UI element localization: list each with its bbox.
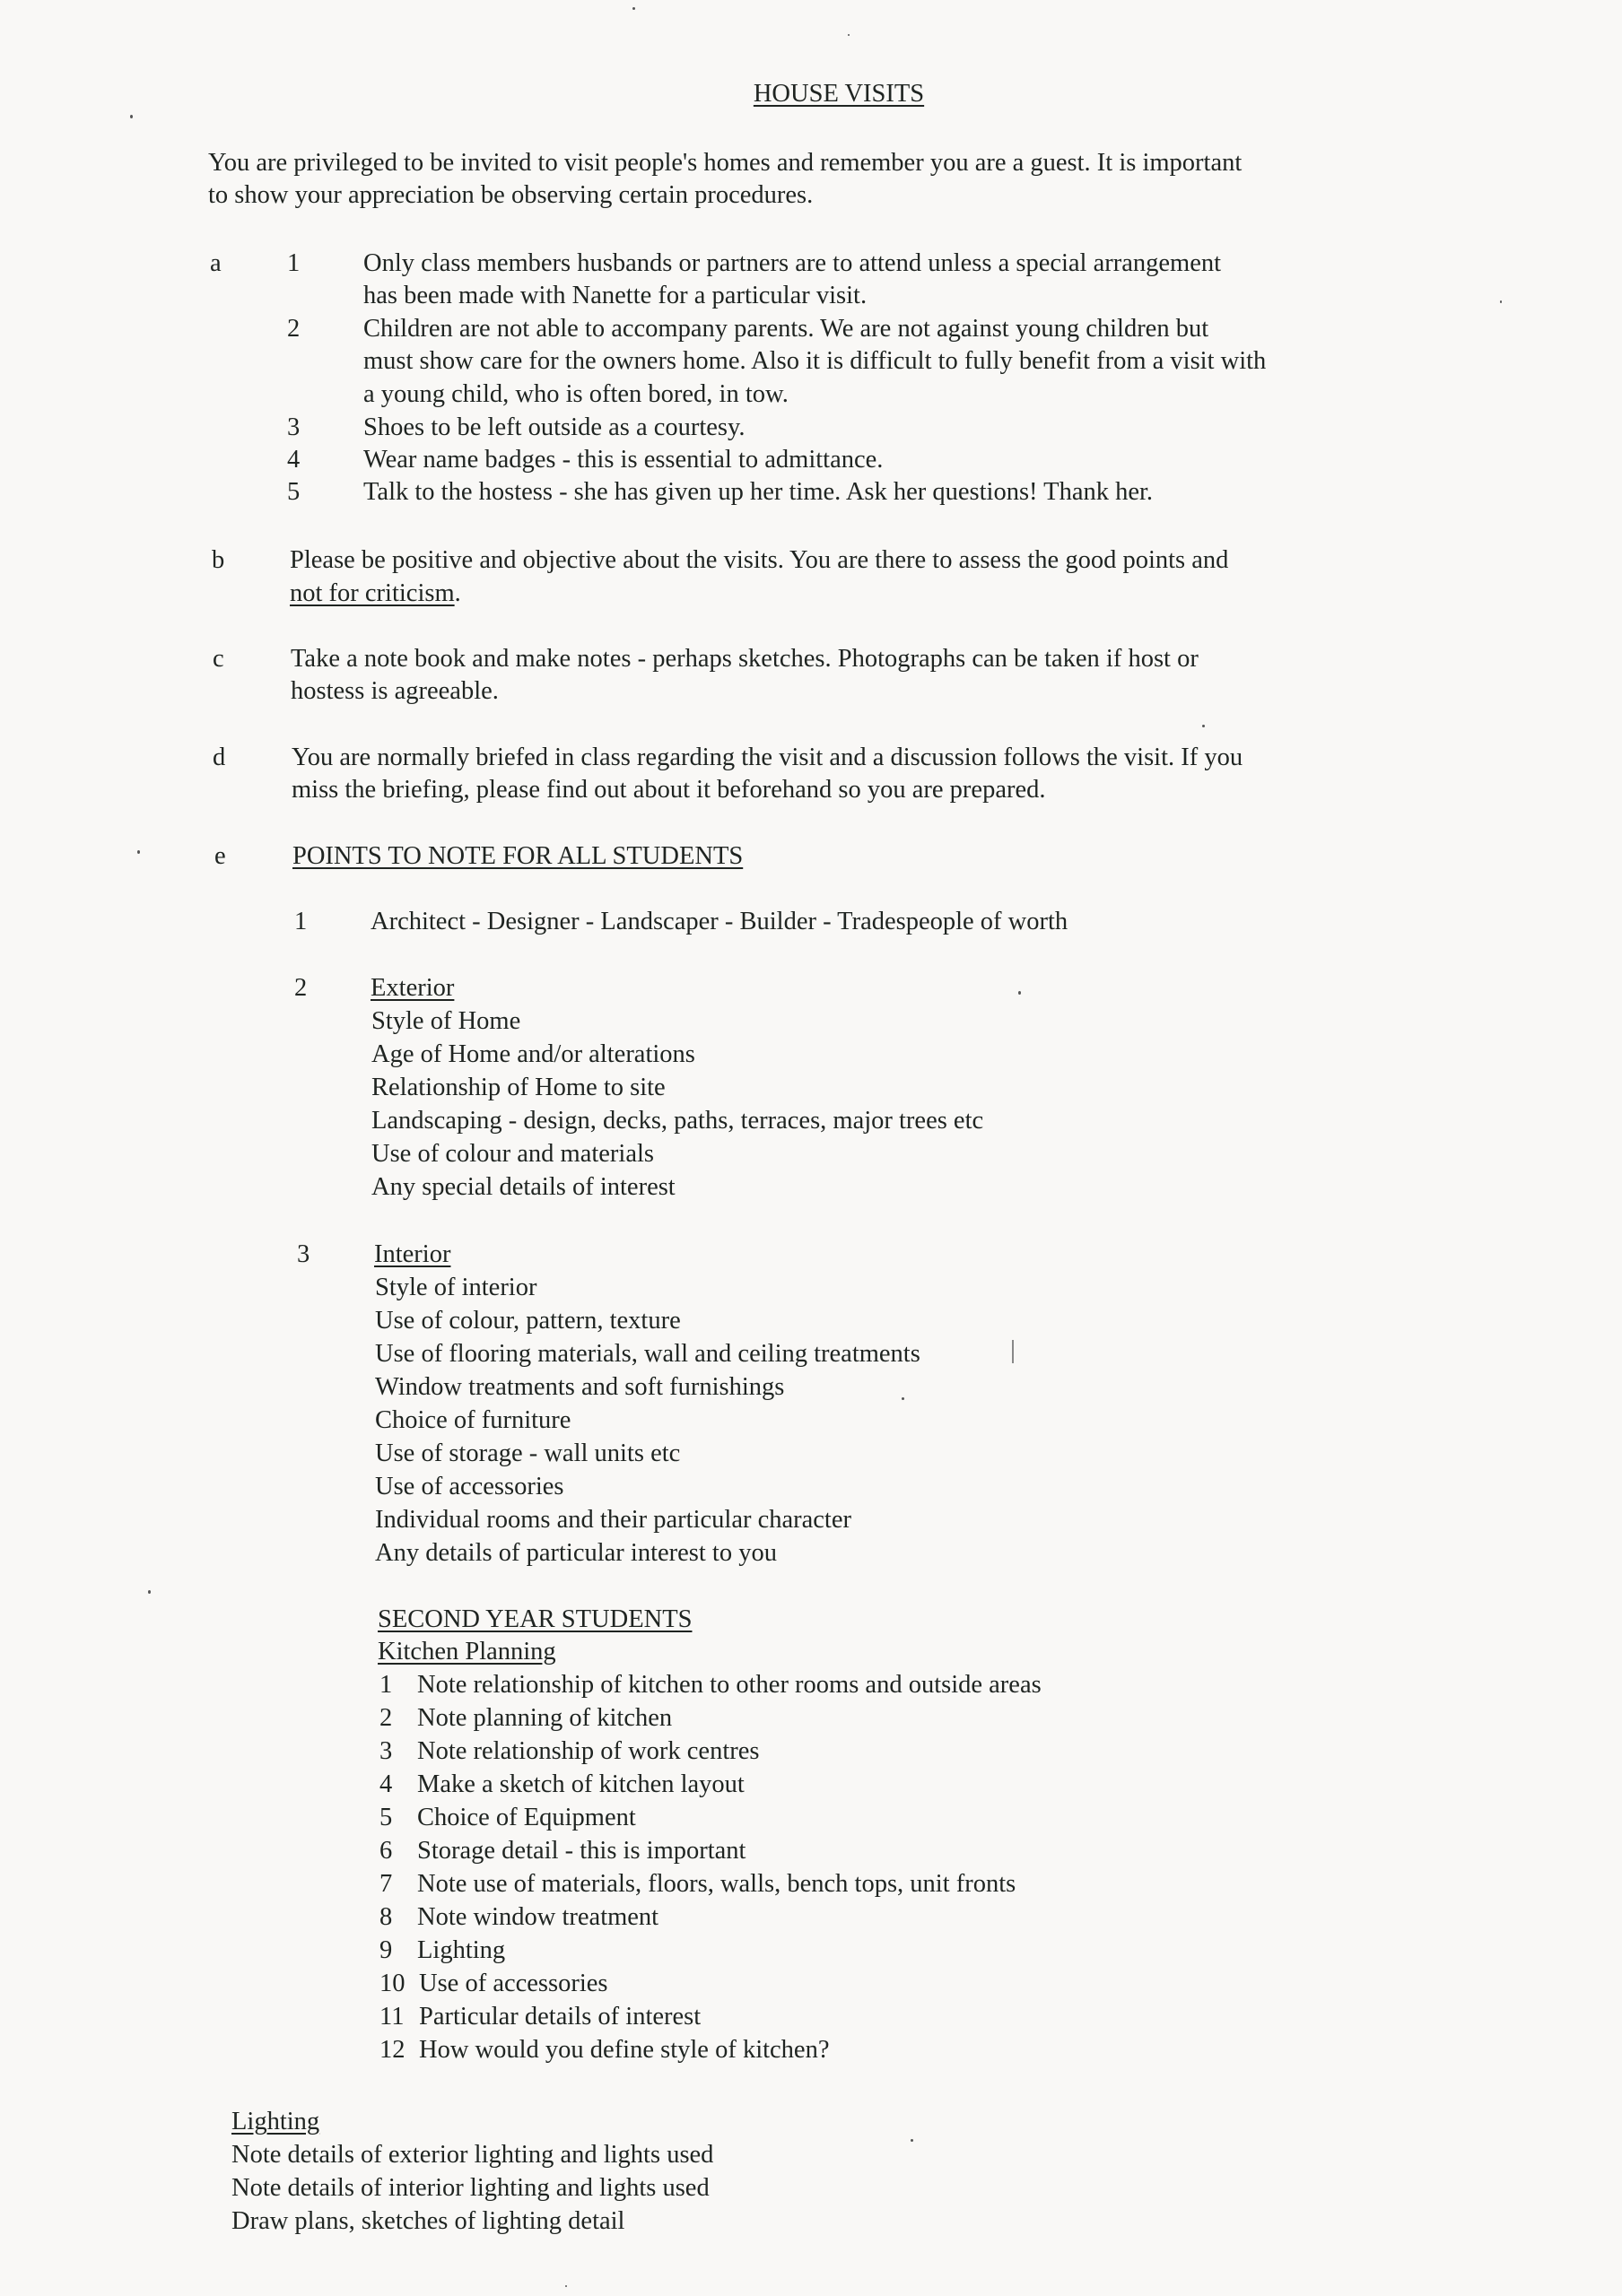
exterior-item: Relationship of Home to site	[371, 1074, 666, 1101]
item-number: 2	[287, 315, 301, 343]
list-number: 6	[379, 1837, 393, 1865]
document-title: HOUSE VISITS	[753, 80, 925, 108]
item-number: 2	[294, 974, 308, 1002]
scan-speck	[848, 34, 850, 36]
item-number: 3	[297, 1240, 310, 1268]
exterior-item: Use of colour and materials	[371, 1140, 654, 1168]
lighting-heading: Lighting	[231, 2108, 320, 2135]
list-item: Note relationship of work centres	[417, 1737, 760, 1765]
lighting-item: Draw plans, sketches of lighting detail	[231, 2207, 625, 2235]
lighting-item: Note details of interior lighting and lights used	[231, 2174, 710, 2202]
item-number: 1	[287, 249, 301, 277]
scan-mark	[1012, 1340, 1014, 1363]
list-number: 5	[379, 1804, 393, 1831]
section-c-text: Take a note book and make notes - perhaps sketches. Photographs can be taken if host or	[291, 645, 1199, 673]
list-number: 4	[379, 1770, 393, 1798]
section-d-text: miss the briefing, please find out about it beforehand so you are prepared.	[292, 776, 1046, 804]
section-e-heading: POINTS TO NOTE FOR ALL STUDENTS	[292, 842, 744, 870]
scan-speck	[565, 2285, 567, 2287]
rule-text: Shoes to be left outside as a courtesy.	[363, 413, 746, 441]
lighting-item: Note details of exterior lighting and lights used	[231, 2141, 714, 2169]
section-letter-a: a	[210, 249, 222, 277]
intro-line-1: You are privileged to be invited to visit people's homes and remember you are a guest. It is important	[208, 149, 1243, 177]
section-d-text: You are normally briefed in class regarding the visit and a discussion follows the visit. If you	[292, 744, 1243, 771]
exterior-heading: Exterior	[371, 974, 455, 1002]
interior-item: Use of colour, pattern, texture	[375, 1307, 681, 1335]
item-number: 1	[294, 908, 308, 935]
list-number: 3	[379, 1737, 393, 1765]
list-number: 2	[379, 1704, 393, 1732]
item-number: 5	[287, 478, 301, 506]
scan-speck	[632, 7, 635, 10]
intro-line-2: to show your appreciation be observing certain procedures.	[208, 181, 814, 209]
list-item: Note planning of kitchen	[417, 1704, 673, 1732]
kitchen-planning-heading: Kitchen Planning	[378, 1638, 556, 1665]
interior-item: Use of flooring materials, wall and ceiling treatments	[375, 1340, 920, 1368]
list-item: Note use of materials, floors, walls, bench tops, unit fronts	[417, 1870, 1016, 1898]
section-letter-d: d	[213, 744, 226, 771]
list-item: Use of accessories	[419, 1970, 608, 1997]
scan-speck	[911, 2139, 913, 2142]
list-number: 1	[379, 1671, 393, 1699]
second-year-heading: SECOND YEAR STUDENTS	[378, 1605, 693, 1633]
exterior-item: Landscaping - design, decks, paths, terraces, major trees etc	[371, 1107, 984, 1135]
scan-speck	[1018, 991, 1021, 995]
interior-item: Style of interior	[375, 1274, 537, 1301]
section-b-text-2: not for criticism.	[290, 579, 461, 607]
interior-item: Use of storage - wall units etc	[375, 1439, 681, 1467]
interior-heading: Interior	[374, 1240, 451, 1268]
list-number: 7	[379, 1870, 393, 1898]
section-letter-b: b	[212, 546, 225, 574]
interior-item: Choice of furniture	[375, 1406, 571, 1434]
rule-text: Children are not able to accompany parents. We are not against young children but	[363, 315, 1209, 343]
section-b-text: Please be positive and objective about the visits. You are there to assess the good points and	[290, 546, 1229, 574]
rule-text: Only class members husbands or partners are to attend unless a special arrangement	[363, 249, 1222, 277]
section-letter-c: c	[213, 645, 224, 673]
exterior-item: Any special details of interest	[371, 1173, 676, 1201]
list-item: Note relationship of kitchen to other rooms and outside areas	[417, 1671, 1042, 1699]
section-c-text: hostess is agreeable.	[291, 677, 499, 705]
list-item: Storage detail - this is important	[417, 1837, 746, 1865]
interior-item: Any details of particular interest to you	[375, 1539, 777, 1567]
exterior-item: Style of Home	[371, 1007, 521, 1035]
item-number: 4	[287, 446, 301, 474]
list-item: How would you define style of kitchen?	[419, 2036, 830, 2064]
scan-speck	[137, 850, 140, 854]
interior-item: Individual rooms and their particular character	[375, 1506, 851, 1534]
section-letter-e: e	[214, 842, 226, 870]
item-number: 3	[287, 413, 301, 441]
list-number: 11	[379, 2003, 405, 2031]
list-number: 10	[379, 1970, 406, 1997]
rule-text: a young child, who is often bored, in tow.	[363, 380, 789, 408]
list-item: Make a sketch of kitchen layout	[417, 1770, 745, 1798]
interior-item: Window treatments and soft furnishings	[375, 1373, 785, 1401]
scan-speck	[1202, 725, 1205, 727]
rule-text: must show care for the owners home. Also it is difficult to fully benefit from a visit with	[363, 347, 1267, 375]
list-number: 9	[379, 1936, 393, 1964]
list-number: 8	[379, 1903, 393, 1931]
scan-speck	[148, 1590, 151, 1594]
rule-text: Talk to the hostess - she has given up her time. Ask her questions! Thank her.	[363, 478, 1154, 506]
list-item: Particular details of interest	[419, 2003, 702, 2031]
list-item: Note window treatment	[417, 1903, 659, 1931]
point-text: Architect - Designer - Landscaper - Builder - Tradespeople of worth	[371, 908, 1068, 935]
list-item: Lighting	[417, 1936, 506, 1964]
list-item: Choice of Equipment	[417, 1804, 636, 1831]
scan-speck	[130, 115, 133, 118]
exterior-item: Age of Home and/or alterations	[371, 1040, 695, 1068]
rule-text: has been made with Nanette for a particular visit.	[363, 282, 868, 309]
rule-text: Wear name badges - this is essential to admittance.	[363, 446, 884, 474]
emphasis-underlined: not for criticism	[290, 579, 455, 607]
scan-speck	[902, 1397, 904, 1400]
scan-speck	[1500, 300, 1502, 303]
list-number: 12	[379, 2036, 406, 2064]
interior-item: Use of accessories	[375, 1473, 564, 1500]
